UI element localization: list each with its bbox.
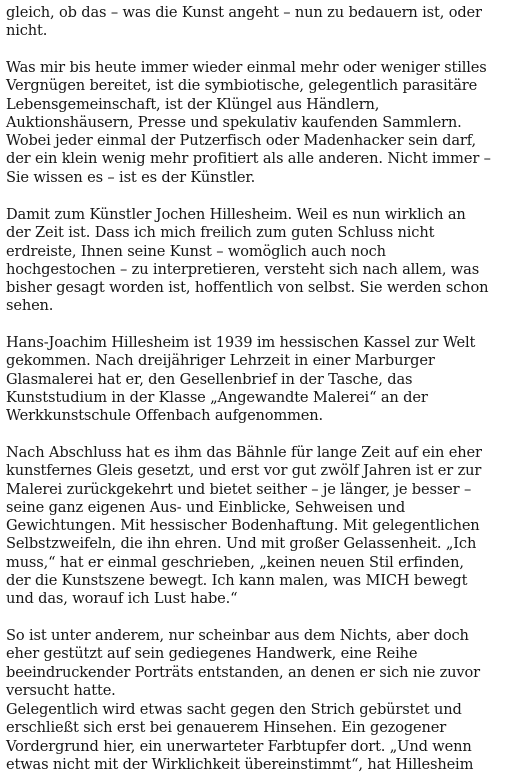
text-line: bisher gesagt worden ist, hoffentlich von selbst. Sie werden schon: [6, 279, 489, 297]
text-line: versucht hatte.: [6, 681, 116, 699]
text-line: Selbstzweifeln, die ihn ehren. Und mit großer Gelassenheit. „Ich: [6, 535, 477, 553]
text-line: sehen.: [6, 297, 54, 315]
text-line: Sie wissen es – ist es der Künstler.: [6, 168, 256, 186]
paragraph-2: [6, 59, 508, 187]
text-line: Wobei jeder einmal der Putzerfisch oder Madenhacker sein darf,: [6, 132, 476, 150]
paragraph-5: [6, 444, 508, 609]
paragraph-7: [6, 701, 508, 774]
text-line: Vergnügen bereitet, ist die symbiotische, gelegentlich parasitäre: [6, 77, 478, 95]
text-line: beeindruckender Porträts entstanden, an denen er sich nie zuvor: [6, 663, 480, 681]
text-line: hochgestochen – zu interpretieren, versteht sich nach allem, was: [6, 260, 480, 278]
text-line: Damit zum Künstler Jochen Hillesheim. Weil es nun wirklich an: [6, 206, 466, 223]
text-line: Was mir bis heute immer wieder einmal mehr oder weniger stilles: [6, 59, 487, 76]
text-line: Hans-Joachim Hillesheim ist 1939 im hessischen Kassel zur Welt: [6, 334, 476, 351]
text-line: eher gestützt auf sein gediegenes Handwerk, eine Reihe: [6, 645, 418, 663]
text-line: Gewichtungen. Mit hessischer Bodenhaftung. Mit gelegentlichen: [6, 517, 480, 535]
text-line: etwas nicht mit der Wirklichkeit übereinstimmt“, hat Hillesheim: [6, 755, 474, 773]
text-line: Vordergrund hier, ein unerwarteter Farbtupfer dort. „Und wenn: [6, 737, 472, 755]
text-line: seine ganz eigenen Aus- und Einblicke, Sehweisen und: [6, 498, 406, 516]
text-line: der die Kunstszene bewegt. Ich kann malen, was MICH bewegt: [6, 572, 468, 590]
text-line: gekommen. Nach dreijähriger Lehrzeit in einer Marburger: [6, 352, 435, 370]
paragraph-3: [6, 206, 508, 316]
text-line: Gelegentlich wird etwas sacht gegen den Strich gebürstet und: [6, 701, 462, 718]
text-line: erschließt sich erst bei genauerem Hinsehen. Ein gezogener: [6, 719, 447, 737]
text-line: gleich, ob das – was die Kunst angeht – nun zu bedauern ist, oder: [6, 4, 482, 21]
text-line: der Zeit ist. Dass ich mich freilich zum guten Schluss nicht: [6, 224, 435, 242]
text-line: der ein klein wenig mehr profitiert als alle anderen. Nicht immer –: [6, 150, 491, 168]
text-line: Auktionshäusern, Presse und spekulativ kaufenden Sammlern.: [6, 113, 462, 131]
text-line: erdreiste, Ihnen seine Kunst – womöglich auch noch: [6, 242, 386, 260]
text-line: Nach Abschluss hat es ihm das Bähnle für lange Zeit auf ein eher: [6, 444, 482, 461]
text-line: So ist unter anderem, nur scheinbar aus dem Nichts, aber doch: [6, 627, 469, 644]
text-line: Glasmalerei hat er, den Gesellenbrief in der Tasche, das: [6, 370, 413, 388]
paragraph-4: [6, 334, 508, 425]
text-line: Lebensgemeinschaft, ist der Klüngel aus Händlern,: [6, 95, 380, 113]
text-line: Malerei zurückgekehrt und bietet seither – je länger, je besser –: [6, 480, 472, 498]
text-line: und das, worauf ich Lust habe.“: [6, 590, 238, 608]
text-line: nicht.: [6, 22, 48, 40]
text-line: Werkkunstschule Offenbach aufgenommen.: [6, 407, 324, 425]
text-line: Kunststudium in der Klasse „Angewandte Malerei“ an der: [6, 388, 428, 406]
text-line: muss,“ hat er einmal geschrieben, „keinen neuen Stil erfinden,: [6, 553, 464, 571]
paragraph-6: [6, 627, 508, 700]
paragraph-1: [6, 4, 508, 41]
text-line: kunstfernes Gleis gesetzt, und erst vor gut zwölf Jahren ist er zur: [6, 462, 482, 480]
